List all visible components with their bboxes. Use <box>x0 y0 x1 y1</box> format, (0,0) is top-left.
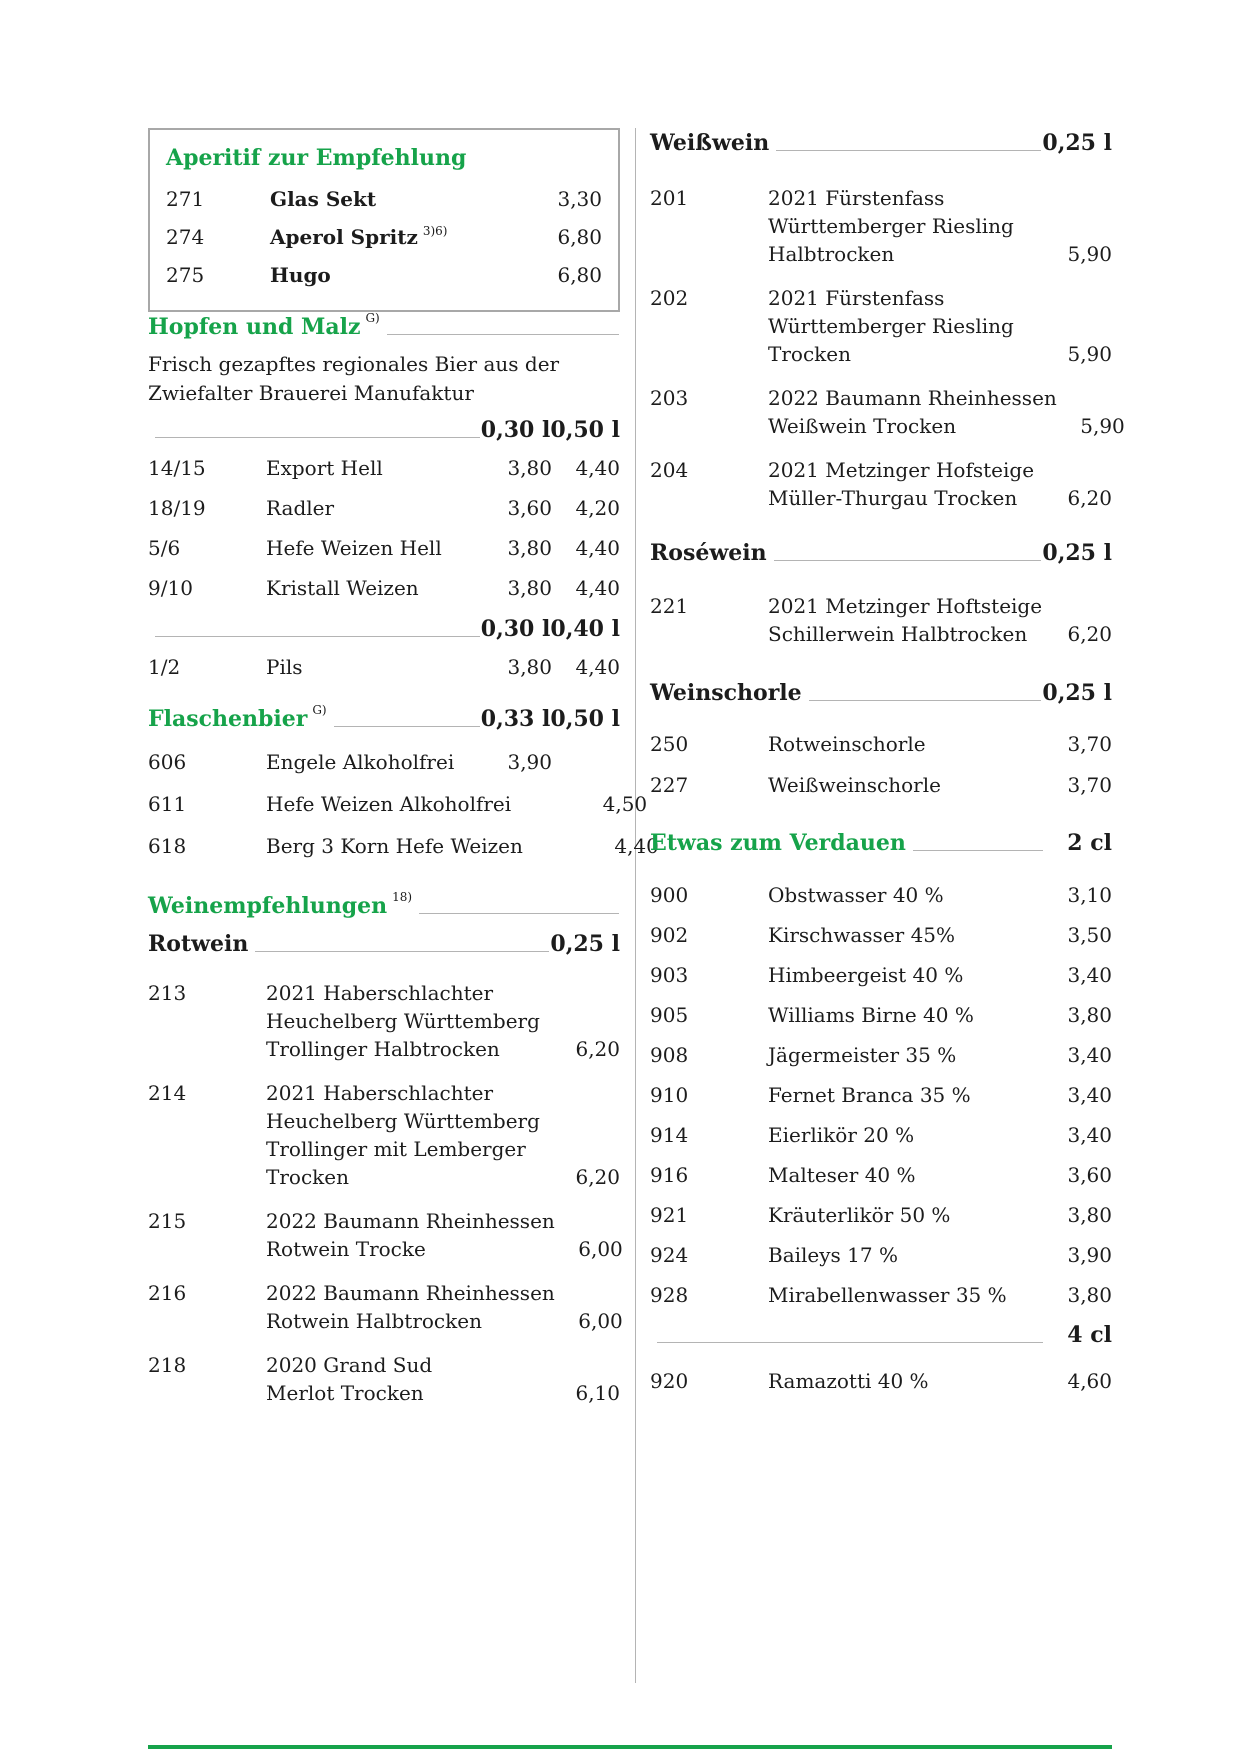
menu-item-row <box>650 1161 1112 1190</box>
item-price: 6,20 <box>575 1037 620 1061</box>
item-name: Obstwasser 40 % <box>768 883 944 907</box>
item-price-large: 4,40 <box>575 655 620 679</box>
item-name: Malteser 40 % <box>768 1163 916 1187</box>
aperitif-recommendation-box <box>148 128 620 312</box>
item-code: 924 <box>650 1243 689 1267</box>
leader-line <box>419 913 619 914</box>
draft-beer-list <box>148 454 620 603</box>
section-title: Flaschenbier <box>148 706 308 732</box>
item-name: 2022 Baumann Rheinhessen Weißwein Trocken <box>768 386 1057 438</box>
footnote-marker: 18) <box>392 890 413 904</box>
item-name: Jägermeister 35 % <box>768 1043 957 1067</box>
item-price: 3,30 <box>557 187 602 211</box>
footnote-marker: 3)6) <box>422 224 448 238</box>
leader-line <box>334 726 480 727</box>
item-name: Weißweinschorle <box>768 773 941 797</box>
item-price-large: 4,40 <box>614 834 659 858</box>
item-name: Kirschwasser 45% <box>768 923 956 947</box>
item-name: Rotweinschorle <box>768 732 926 756</box>
section-title: Weinschorle <box>650 680 802 706</box>
wine-spritzer-list <box>650 730 1112 800</box>
item-price: 3,40 <box>1067 1123 1112 1147</box>
item-name: 2021 Fürstenfass Württemberger Riesling Trocken <box>768 286 1014 366</box>
menu-item-row <box>650 1367 1112 1396</box>
item-price-large: 4,40 <box>575 456 620 480</box>
section-description: Frisch gezapftes regionales Bier aus der Zwiefalter Brauerei Manufaktur <box>148 352 560 405</box>
menu-item-row <box>650 1041 1112 1070</box>
menu-item-row <box>148 748 620 777</box>
item-price-small: 3,80 <box>507 536 552 560</box>
item-price: 3,80 <box>1067 1203 1112 1227</box>
size-label: 0,30 l <box>480 616 551 642</box>
item-code: 227 <box>650 773 689 797</box>
section-title: Weißwein <box>650 130 770 156</box>
item-price: 6,00 <box>578 1237 623 1261</box>
menu-item-row <box>650 730 1112 759</box>
menu-item-row <box>650 384 1125 440</box>
item-price: 3,80 <box>1067 1003 1112 1027</box>
item-name: Export Hell <box>266 456 383 480</box>
draft-beer-list-2 <box>148 653 620 682</box>
item-price-small: 3,80 <box>507 576 552 600</box>
item-code: 274 <box>166 225 205 249</box>
leader-line <box>155 437 480 438</box>
item-code: 914 <box>650 1123 689 1147</box>
menu-item-row <box>148 534 620 563</box>
digestif-list <box>650 881 1112 1310</box>
item-code: 214 <box>148 1081 187 1105</box>
menu-item-row <box>650 1121 1112 1150</box>
size-label: 0,33 l <box>480 706 551 732</box>
item-code: 606 <box>148 750 187 774</box>
item-code: 618 <box>148 834 187 858</box>
section-heading-weinschorle <box>650 678 1112 708</box>
menu-item-row <box>650 1281 1112 1310</box>
section-title: Hopfen und Malz <box>148 314 361 340</box>
item-price: 3,40 <box>1067 963 1112 987</box>
item-name: 2021 Metzinger Hoftsteige Schillerwein Halbtrocken <box>768 594 1043 646</box>
size-label: 0,40 l <box>550 616 620 642</box>
item-price: 3,90 <box>1067 1243 1112 1267</box>
section-title: Etwas zum Verdauen <box>650 830 906 856</box>
item-price-small <box>511 790 579 819</box>
white-wine-list <box>650 184 1125 512</box>
leader-line <box>387 334 619 335</box>
item-name: 2021 Haberschlachter Heuchelberg Württemberg Trollinger mit Lemberger Trocken <box>266 1081 540 1189</box>
item-price: 6,00 <box>578 1309 623 1333</box>
item-code: 221 <box>650 594 689 618</box>
item-name: Mirabellenwasser 35 % <box>768 1283 1007 1307</box>
section-title: Weinempfehlungen <box>148 893 388 919</box>
item-name: Aperol Spritz $^{3)6)}$ <box>270 224 448 249</box>
item-code: 611 <box>148 792 187 816</box>
section-heading-rotwein <box>148 929 620 959</box>
item-price: 6,80 <box>557 225 602 249</box>
menu-item-row <box>650 1001 1112 1030</box>
item-name: Eierlikör 20 % <box>768 1123 915 1147</box>
item-code: 215 <box>148 1209 187 1233</box>
item-price: 3,50 <box>1067 923 1112 947</box>
item-price: 3,80 <box>1067 1283 1112 1307</box>
menu-item-row <box>166 258 602 296</box>
item-code: 1/2 <box>148 655 181 679</box>
menu-item-row <box>148 1279 623 1335</box>
item-price: 6,20 <box>1067 622 1112 646</box>
menu-item-row <box>166 220 602 258</box>
item-code: 250 <box>650 732 689 756</box>
item-price: 3,40 <box>1067 1043 1112 1067</box>
menu-item-row <box>650 184 1112 268</box>
item-name: Hefe Weizen Alkoholfrei <box>266 792 512 816</box>
size-label: 0,25 l <box>1042 680 1112 706</box>
item-name: Baileys 17 % <box>768 1243 898 1267</box>
item-code: 218 <box>148 1353 187 1377</box>
leader-line <box>809 700 1042 701</box>
menu-item-row <box>650 1201 1112 1230</box>
item-price: 5,90 <box>1067 342 1112 366</box>
size-label: 2 cl <box>1067 830 1112 856</box>
column-divider-line <box>635 128 636 1683</box>
item-price: 3,70 <box>1067 773 1112 797</box>
item-code: 900 <box>650 883 689 907</box>
menu-item-row <box>148 454 620 483</box>
menu-item-row <box>650 592 1112 648</box>
size-label: 0,30 l <box>480 417 551 443</box>
item-price-large: 4,50 <box>602 792 648 816</box>
menu-item-row <box>148 1207 623 1263</box>
item-code: 202 <box>650 286 689 310</box>
item-code: 204 <box>650 458 689 482</box>
item-name: Kristall Weizen <box>266 576 419 600</box>
item-price: 3,60 <box>1067 1163 1112 1187</box>
menu-item-row <box>650 456 1112 512</box>
item-price: 3,10 <box>1067 883 1112 907</box>
item-code: 5/6 <box>148 536 181 560</box>
menu-item-row <box>148 1079 620 1191</box>
leader-line <box>913 850 1043 851</box>
left-column <box>148 128 659 1423</box>
item-code: 271 <box>166 187 205 211</box>
leader-line <box>776 150 1041 151</box>
section-heading-hopfen-und-malz <box>148 312 620 342</box>
item-code: 903 <box>650 963 689 987</box>
menu-item-row <box>148 832 659 861</box>
size-label: 0,25 l <box>1042 130 1112 156</box>
size-header-row <box>650 1321 1112 1349</box>
item-code: 928 <box>650 1283 689 1307</box>
item-code: 905 <box>650 1003 689 1027</box>
item-name: Berg 3 Korn Hefe Weizen <box>266 834 523 858</box>
section-heading-weinempfehlungen <box>148 891 620 921</box>
leader-line <box>155 636 480 637</box>
footnote-marker: G) <box>365 311 380 325</box>
item-name: 2022 Baumann Rheinhessen Rotwein Trocke <box>266 1209 555 1261</box>
leader-line <box>774 560 1042 561</box>
item-name: 2020 Grand Sud Merlot Trocken <box>266 1353 433 1405</box>
item-code: 213 <box>148 981 187 1005</box>
item-code: 203 <box>650 386 689 410</box>
size-label: 4 cl <box>1067 1322 1112 1348</box>
item-price: 6,10 <box>575 1381 620 1405</box>
size-label: 0,50 l <box>550 417 620 443</box>
menu-item-row <box>650 921 1112 950</box>
item-code: 916 <box>650 1163 689 1187</box>
item-code: 18/19 <box>148 496 206 520</box>
section-heading-verdauen <box>650 828 1112 858</box>
item-price: 3,70 <box>1067 732 1112 756</box>
item-price-large: 4,40 <box>575 536 620 560</box>
item-price-small: 3,80 <box>507 655 552 679</box>
menu-item-row <box>148 653 620 682</box>
section-heading-flaschenbier <box>148 704 620 734</box>
item-name: 2021 Fürstenfass Württemberger Riesling Halbtrocken <box>768 186 1014 266</box>
size-header-row <box>148 615 620 643</box>
item-code: 921 <box>650 1203 689 1227</box>
item-name: Pils <box>266 655 303 679</box>
menu-item-row <box>148 574 620 603</box>
item-name: Glas Sekt <box>270 187 377 211</box>
item-price: 4,60 <box>1067 1369 1112 1393</box>
item-price: 6,20 <box>1067 486 1112 510</box>
item-name: Ramazotti 40 % <box>768 1369 929 1393</box>
item-code: 216 <box>148 1281 187 1305</box>
item-price: 3,40 <box>1067 1083 1112 1107</box>
section-heading-rosewein <box>650 538 1112 568</box>
item-name: Himbeergeist 40 % <box>768 963 964 987</box>
item-price: 5,90 <box>1067 242 1112 266</box>
item-price: 6,80 <box>557 263 602 287</box>
item-name: Engele Alkoholfrei <box>266 750 455 774</box>
right-column <box>650 128 1125 1407</box>
item-price-small: 3,60 <box>507 496 552 520</box>
bottled-beer-list <box>148 748 659 861</box>
menu-item-row <box>148 790 648 819</box>
menu-item-row <box>650 1241 1112 1270</box>
item-code: 14/15 <box>148 456 206 480</box>
item-price-small: 3,80 <box>507 456 552 480</box>
item-code: 910 <box>650 1083 689 1107</box>
item-price-large <box>552 748 620 777</box>
menu-item-row <box>650 1081 1112 1110</box>
menu-item-row <box>650 881 1112 910</box>
menu-item-row <box>148 979 620 1063</box>
menu-item-row <box>166 182 602 220</box>
item-price: 5,90 <box>1080 414 1125 438</box>
item-price-large: 4,40 <box>575 576 620 600</box>
item-price: 6,20 <box>575 1165 620 1189</box>
footer-accent-line <box>148 1745 1112 1749</box>
menu-item-row <box>650 284 1112 368</box>
item-price-small: 3,90 <box>507 750 552 774</box>
section-title: Rotwein <box>148 931 249 957</box>
menu-item-row <box>148 1351 620 1407</box>
item-name: 2021 Haberschlachter Heuchelberg Württemberg Trollinger Halbtrocken <box>266 981 540 1061</box>
item-name: Radler <box>266 496 335 520</box>
menu-item-row <box>148 494 620 523</box>
size-label: 0,25 l <box>1042 540 1112 566</box>
item-name: Hefe Weizen Hell <box>266 536 442 560</box>
item-code: 9/10 <box>148 576 193 600</box>
item-code: 920 <box>650 1369 689 1393</box>
size-label: 0,50 l <box>550 706 620 732</box>
footnote-marker: G) <box>312 703 327 717</box>
item-name: 2022 Baumann Rheinhessen Rotwein Halbtrocken <box>266 1281 555 1333</box>
item-name: Fernet Branca 35 % <box>768 1083 971 1107</box>
item-name: Williams Birne 40 % <box>768 1003 974 1027</box>
item-price-small <box>523 832 591 861</box>
section-title: Roséwein <box>650 540 767 566</box>
leader-line <box>657 1342 1043 1343</box>
item-name: Hugo <box>270 263 331 287</box>
item-code: 908 <box>650 1043 689 1067</box>
size-header-row <box>148 416 620 444</box>
red-wine-list <box>148 979 623 1407</box>
menu-item-row <box>650 771 1112 800</box>
menu-item-row <box>650 961 1112 990</box>
section-heading-weisswein <box>650 128 1112 158</box>
size-label: 0,25 l <box>550 931 620 957</box>
item-code: 902 <box>650 923 689 947</box>
item-price-large: 4,20 <box>575 496 620 520</box>
leader-line <box>255 951 549 952</box>
section-title-aperitif: Aperitif zur Empfehlung <box>166 145 467 171</box>
item-code: 201 <box>650 186 689 210</box>
item-name: 2021 Metzinger Hofsteige Müller-Thurgau Trocken <box>768 458 1035 510</box>
item-code: 275 <box>166 263 205 287</box>
item-name: Kräuterlikör 50 % <box>768 1203 951 1227</box>
